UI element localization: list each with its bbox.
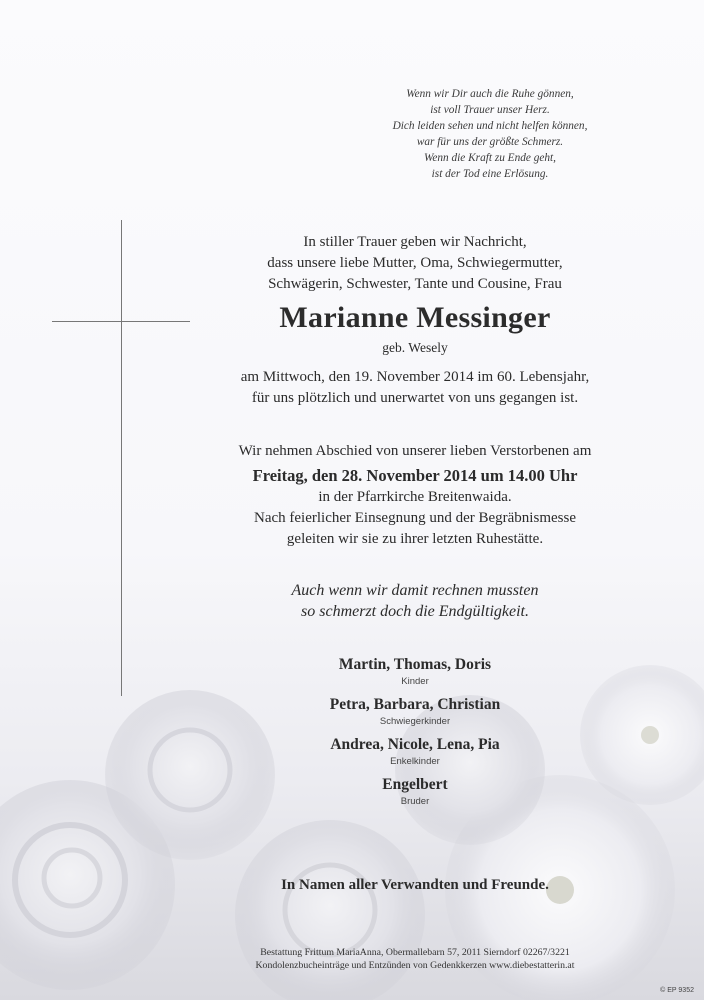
mourner-names: Petra, Barbara, Christian [329, 696, 501, 713]
poem-line: ist der Tod eine Erlösung. [431, 168, 549, 180]
poem-line: war für uns der größte Schmerz. [416, 136, 564, 148]
mourner-names: Andrea, Nicole, Lena, Pia [330, 736, 500, 753]
mourner-role: Schwiegerkinder [379, 716, 451, 727]
intro-line: dass unsere liebe Mutter, Oma, Schwiegermutter, [267, 255, 563, 271]
funeral-date: Freitag, den 28. November 2014 um 14.00 Uhr [252, 466, 578, 485]
closing-line: In Namen aller Verwandten und Freunde. [281, 877, 549, 893]
mourner-group [190, 695, 640, 728]
ep-code: © EP 9352 [660, 987, 694, 994]
death-notice [190, 367, 640, 409]
mourner-names: Martin, Thomas, Doris [338, 656, 492, 673]
birth-name: geb. Wesely [382, 340, 448, 355]
quote-line: so schmerzt doch die Endgültigkeit. [301, 603, 529, 620]
cross-horizontal-bar [52, 321, 190, 322]
funeral-home-footer [200, 946, 630, 972]
cross-vertical-bar [121, 220, 122, 696]
death-line: am Mittwoch, den 19. November 2014 im 60. Lebensjahr, [240, 369, 590, 385]
poem-line: Dich leiden sehen und nicht helfen können, [392, 120, 588, 132]
mourners-list [190, 655, 640, 815]
farewell-line: Nach feierlicher Einsegnung und der Begräbnismesse [254, 510, 576, 526]
funeral-details [190, 441, 640, 550]
mourner-role: Bruder [400, 796, 430, 807]
mourner-role: Kinder [401, 676, 429, 687]
announcement-intro [190, 232, 640, 295]
mourner-names: Engelbert [382, 776, 448, 793]
quote-line: Auch wenn wir damit rechnen mussten [291, 582, 539, 599]
farewell-line: in der Pfarrkirche Breitenwaida. [318, 489, 512, 505]
poem [360, 86, 620, 182]
intro-line: In stiller Trauer geben wir Nachricht, [303, 234, 527, 250]
mourner-group [190, 655, 640, 688]
mourner-group [190, 735, 640, 768]
poem-line: Wenn die Kraft zu Ende geht, [424, 152, 556, 164]
farewell-line: geleiten wir sie zu ihrer letzten Ruhestätte. [286, 531, 544, 547]
footer-address: Bestattung Frittum MariaAnna, Obermallebarn 57, 2011 Sierndorf 02267/3221 [260, 947, 570, 958]
rose-center [235, 820, 425, 1000]
intro-line: Schwägerin, Schwester, Tante und Cousine, Frau [268, 276, 562, 292]
poem-line: ist voll Trauer unser Herz. [430, 104, 550, 116]
farewell-intro: Wir nehmen Abschied von unserer lieben Verstorbenen am [238, 443, 592, 459]
footer-website: Kondolenzbucheinträge und Entzünden von Gedenkkerzen www.diebestatterin.at [255, 960, 575, 971]
deceased-name: Marianne Messinger [279, 301, 551, 334]
closing-quote [190, 580, 640, 622]
death-line: für uns plötzlich und unerwartet von uns gegangen ist. [251, 390, 579, 406]
mourner-group [190, 775, 640, 808]
mourner-role: Enkelkinder [390, 756, 440, 767]
poem-line: Wenn wir Dir auch die Ruhe gönnen, [406, 88, 574, 100]
